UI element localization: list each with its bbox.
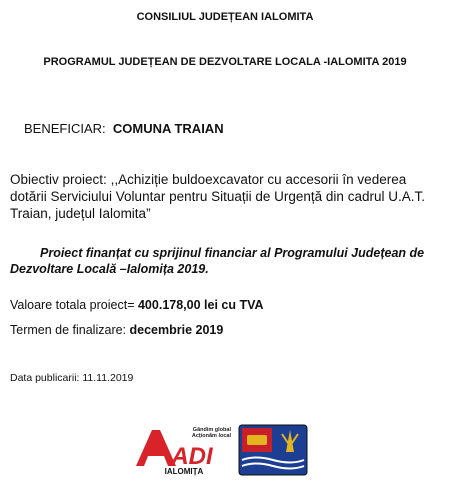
deadline-label: Termen de finalizare: xyxy=(10,323,127,337)
publication-date: Data publicarii: 11.11.2019 xyxy=(10,372,134,384)
adi-mark-shape xyxy=(136,430,176,466)
coat-of-arms-logo xyxy=(238,424,308,476)
deadline-line xyxy=(10,323,223,337)
beneficiary-line xyxy=(24,121,224,136)
objective-label: Obiectiv proiect: xyxy=(10,172,107,187)
beneficiary-label: BENEFICIAR: xyxy=(24,121,106,136)
adi-brand-text: ADI xyxy=(171,443,213,470)
objective-text: ,,Achiziție buldoexcavator cu accesorii în vederea dotării Serviciului Voluntar pentru Situații de Urgență din cadrul U.A.T. Traian, județul Ialomita” xyxy=(10,172,425,221)
adi-slogan-line2: Acționăm local xyxy=(191,433,231,439)
objective-paragraph xyxy=(10,171,435,222)
value-label: Valoare totala proiect= xyxy=(10,298,135,312)
project-value-line xyxy=(10,298,264,312)
funding-note: Proiect finanțat cu sprijinul financiar al Programului Județean de Dezvoltare Locală –Ialomița 2019. xyxy=(10,246,425,276)
adi-region-text: IALOMIȚA xyxy=(164,467,204,476)
program-heading: PROGRAMUL JUDEȚEAN DE DEZVOLTARE LOCALA -IALOMITA 2019 xyxy=(43,56,407,68)
coat-emblem-left xyxy=(247,435,267,445)
adi-ialomita-logo xyxy=(136,424,232,476)
council-heading: CONSILIUL JUDEȚEAN IALOMITA xyxy=(136,11,314,23)
adi-slogan-line1: Gândim global xyxy=(192,427,231,433)
value-amount: 400.178,00 lei cu TVA xyxy=(137,298,264,312)
beneficiary-name: COMUNA TRAIAN xyxy=(112,121,224,136)
deadline-value: decembrie 2019 xyxy=(129,323,224,337)
